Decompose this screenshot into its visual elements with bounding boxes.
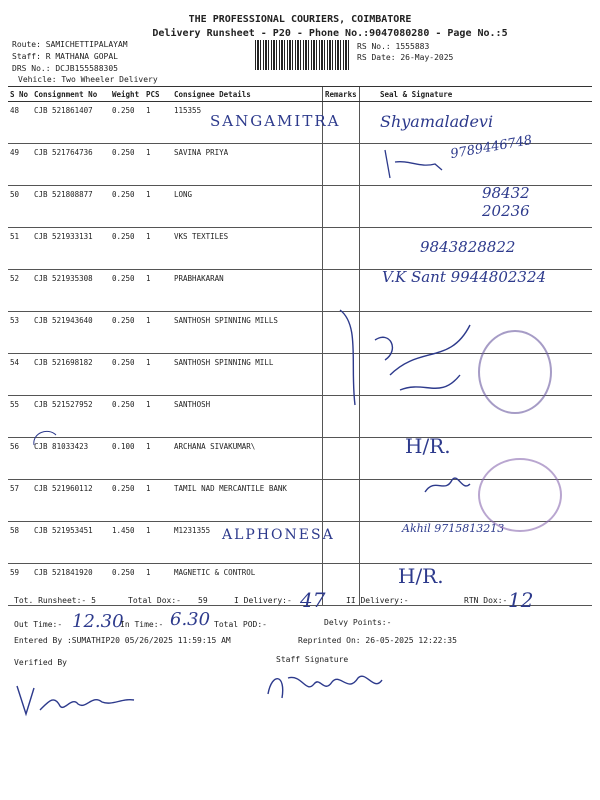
cell-consignment: CJB 521808877 — [32, 186, 110, 228]
cell-pcs: 1 — [144, 396, 172, 438]
seal-stamp-icon — [478, 330, 552, 414]
rtn-dox-value: 12 — [508, 588, 534, 612]
handwritten-sig-row49: 9789446748 — [449, 132, 534, 163]
bank-seal-stamp-icon — [478, 458, 562, 532]
cell-weight: 0.250 — [110, 186, 144, 228]
verified-by-label: Verified By — [14, 658, 67, 667]
cell-sno: 50 — [8, 186, 32, 228]
document-title: THE PROFESSIONAL COURIERS, COIMBATORE — [188, 14, 412, 25]
col-consignee: Consignee Details — [172, 87, 323, 102]
cell-pcs: 1 — [144, 102, 172, 144]
cell-remarks — [323, 186, 360, 228]
handwritten-name-row58: ALPHONESA — [222, 527, 335, 543]
handwritten-circle-mark — [30, 425, 60, 455]
cell-pcs: 1 — [144, 438, 172, 480]
verifier-signature — [12, 676, 142, 721]
i-delivery-value: 47 — [300, 588, 326, 612]
cell-sno: 49 — [8, 144, 32, 186]
tot-runsheet: Tot. Runsheet:- 5 — [14, 596, 96, 605]
rs-no-line: RS No.: 1555883 — [357, 42, 430, 51]
col-consignment: Consignment No — [32, 87, 110, 102]
cell-sno: 54 — [8, 354, 32, 396]
handwritten-sig-row59: H/R. — [398, 564, 444, 588]
staff-signature-label: Staff Signature — [276, 655, 349, 664]
delvy-points-label: Delvy Points:- — [324, 618, 392, 627]
entered-by: Entered By :SUMATHIP20 05/26/2025 11:59:15 AM — [14, 636, 231, 645]
cell-sno: 56 — [8, 438, 32, 480]
rs-no-value: 1555883 — [395, 42, 430, 51]
vehicle-line: Vehicle: Two Wheeler Delivery — [18, 75, 158, 84]
handwritten-name-row48: SANGAMITRA — [210, 112, 341, 130]
cell-consignment: CJB 521764736 — [32, 144, 110, 186]
cell-pcs: 1 — [144, 354, 172, 396]
cell-weight: 0.250 — [110, 144, 144, 186]
cell-consignment: CJB 521861407 — [32, 102, 110, 144]
cell-consignee: ARCHANA SIVAKUMAR\ — [172, 438, 323, 480]
rtn-dox-label: RTN Dox:- — [464, 596, 508, 605]
cell-remarks — [323, 144, 360, 186]
drs-value: DCJB155588305 — [55, 64, 118, 73]
cell-consignment: CJB 521698182 — [32, 354, 110, 396]
signature-scribble-row49 — [380, 140, 450, 184]
handwritten-sig-row56: H/R. — [405, 434, 451, 458]
cell-sno: 52 — [8, 270, 32, 312]
staff-value: R MATHANA GOPAL — [45, 52, 118, 61]
cell-sno: 59 — [8, 564, 32, 606]
cell-consignee: SANTHOSH SPINNING MILL — [172, 354, 323, 396]
cell-sno: 48 — [8, 102, 32, 144]
cell-consignee: 115355 — [172, 102, 323, 144]
signature-scribble-row57 — [420, 462, 480, 502]
i-delivery-label: I Delivery:- — [234, 596, 292, 605]
table-header-row — [8, 87, 592, 102]
cell-pcs: 1 — [144, 564, 172, 606]
ii-delivery-label: II Delivery:- — [346, 596, 409, 605]
cell-sno: 58 — [8, 522, 32, 564]
in-time-value: 6.30 — [170, 609, 211, 630]
vehicle-value: Two Wheeler Delivery — [61, 75, 158, 84]
rs-date-line: RS Date: 26-May-2025 — [357, 53, 454, 62]
cell-consignment: CJB 521935308 — [32, 270, 110, 312]
cell-consignee: SAVINA PRIYA — [172, 144, 323, 186]
cell-weight: 0.250 — [110, 270, 144, 312]
cell-consignment: CJB 521953451 — [32, 522, 110, 564]
cell-pcs: 1 — [144, 480, 172, 522]
out-time-value: 12.30 — [72, 611, 124, 632]
cell-consignee: VKS TEXTILES — [172, 228, 323, 270]
in-time-label: In Time:- — [120, 620, 164, 629]
cell-consignment: CJB 81033423 — [32, 438, 110, 480]
col-pcs: PCS — [144, 87, 172, 102]
cell-remarks — [323, 480, 360, 522]
document-subtitle: Delivery Runsheet - P20 - Phone No.:9047080280 - Page No.:5 — [152, 28, 508, 39]
barcode-image — [255, 40, 350, 70]
cell-consignee: TAMIL NAD MERCANTILE BANK — [172, 480, 323, 522]
cell-weight: 0.250 — [110, 396, 144, 438]
handwritten-sig-row52: V.K Sant 9944802324 — [382, 268, 547, 286]
cell-weight: 0.250 — [110, 564, 144, 606]
cell-sno: 51 — [8, 228, 32, 270]
cell-consignment: CJB 521943640 — [32, 312, 110, 354]
total-dox-label: Total Dox:- — [128, 596, 181, 605]
out-time-label: Out Time:- — [14, 620, 63, 629]
reprinted-on: Reprinted On: 26-05-2025 12:22:35 — [298, 636, 457, 645]
total-dox-value: 59 — [198, 596, 208, 605]
cell-pcs: 1 — [144, 522, 172, 564]
cell-weight: 0.250 — [110, 312, 144, 354]
handwritten-sig-row48: Shyamaladevi — [380, 112, 494, 131]
cell-pcs: 1 — [144, 228, 172, 270]
cell-consignment: CJB 521960112 — [32, 480, 110, 522]
col-sno: S No — [8, 87, 32, 102]
cell-consignee: M1231355 — [172, 522, 323, 564]
col-weight: Weight — [110, 87, 144, 102]
handwritten-sig-row50: 98432 20236 — [482, 184, 530, 220]
cell-consignee: LONG — [172, 186, 323, 228]
cell-remarks — [323, 228, 360, 270]
cell-consignee: MAGNETIC & CONTROL — [172, 564, 323, 606]
cell-weight: 0.250 — [110, 228, 144, 270]
cell-consignee: PRABHAKARAN — [172, 270, 323, 312]
total-pod-label: Total POD:- — [214, 620, 267, 629]
cell-weight: 0.250 — [110, 354, 144, 396]
cell-weight: 1.450 — [110, 522, 144, 564]
cell-pcs: 1 — [144, 270, 172, 312]
route-line: Route: SAMICHETTIPALAYAM — [12, 40, 128, 49]
col-seal: Seal & Signature — [360, 87, 593, 102]
staff-signature — [262, 664, 392, 708]
cell-pcs: 1 — [144, 312, 172, 354]
cell-consignee: SANTHOSH SPINNING MILLS — [172, 312, 323, 354]
cell-weight: 0.100 — [110, 438, 144, 480]
staff-line: Staff: R MATHANA GOPAL — [12, 52, 118, 61]
cell-sno: 53 — [8, 312, 32, 354]
rs-date-value: 26-May-2025 — [400, 53, 454, 62]
cell-pcs: 1 — [144, 186, 172, 228]
drs-line: DRS No.: DCJB155588305 — [12, 64, 118, 73]
col-remarks: Remarks — [323, 87, 360, 102]
cell-consignment: CJB 521527952 — [32, 396, 110, 438]
cell-consignee: SANTHOSH — [172, 396, 323, 438]
cell-weight: 0.250 — [110, 480, 144, 522]
handwritten-sig-row51: 9843828822 — [420, 238, 516, 256]
cell-sno: 55 — [8, 396, 32, 438]
route-value: SAMICHETTIPALAYAM — [45, 40, 128, 49]
cell-sno: 57 — [8, 480, 32, 522]
cell-remarks — [323, 438, 360, 480]
cell-weight: 0.250 — [110, 102, 144, 144]
cell-consignment: CJB 521933131 — [32, 228, 110, 270]
handwritten-sig-row58: Akhil 9715813213 — [402, 522, 505, 535]
cell-consignment: CJB 521841920 — [32, 564, 110, 606]
cell-pcs: 1 — [144, 144, 172, 186]
